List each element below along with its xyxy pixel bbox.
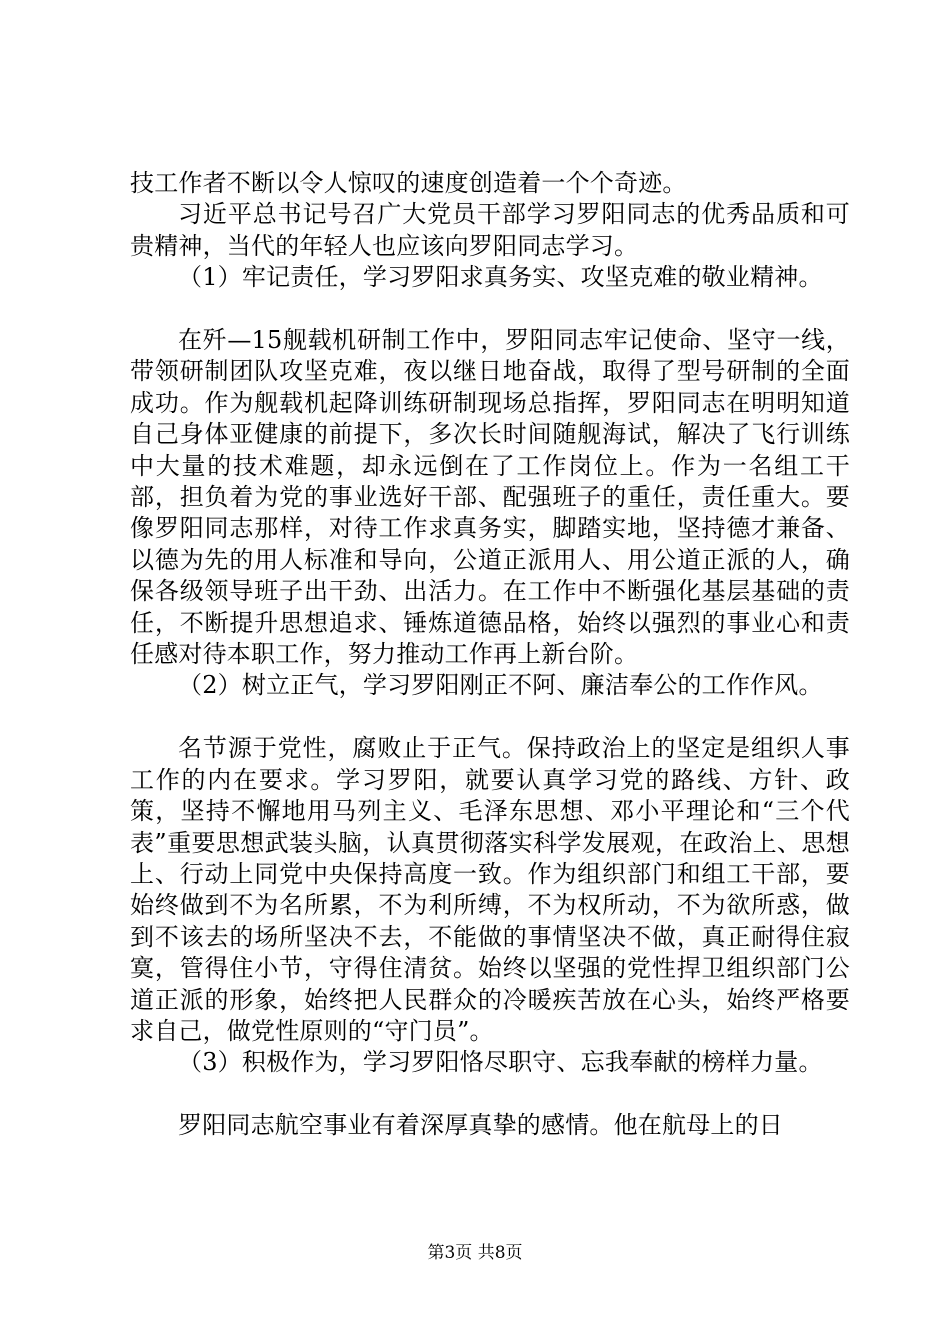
paragraph-call-to-learn: 习近平总书记号召广大党员干部学习罗阳同志的优秀品质和可贵精神，当代的年轻人也应该向罗阳同志学习。 xyxy=(130,200,850,260)
section-heading-3: （3）积极作为，学习罗阳恪尽职守、忘我奉献的榜样力量。 xyxy=(178,1048,823,1077)
section-heading-1: （1）牢记责任，学习罗阳求真务实、攻坚克难的敬业精神。 xyxy=(178,263,823,292)
body-text xyxy=(130,168,850,1142)
page-number-footer: 第3页 共8页 xyxy=(427,1243,523,1263)
paragraph-section-3: 罗阳同志航空事业有着深厚真挚的感情。他在航母上的日 xyxy=(178,1111,783,1140)
paragraph-section-2: 名节源于党性，腐败止于正气。保持政治上的坚定是组织人事工作的内在要求。学习罗阳，就要认真学习党的路线、方针、政策，坚持不懈地用马列主义、毛泽东思想、邓小平理论和“三个代表”重要思想武装头脑，认真贯彻落实科学发展观，在政治上、思想上、行动上同党中央保持高度一致。作为组织部门和组工干部，要始终做到不为名所累，不为利所缚，不为权所动，不为欲所惑，做到不该去的场所坚决不去，不能做的事情坚决不做，真正耐得住寂寞，管得住小节，守得住清贫。始终以坚强的党性捍卫组织部门公道正派的形象，始终把人民群众的冷暖疾苦放在心头，始终严格要求自己，做党性原则的“守门员”。 xyxy=(130,734,850,1045)
paragraph-continuation: 技工作者不断以令人惊叹的速度创造着一个个奇迹。 xyxy=(130,169,687,197)
section-heading-2: （2）树立正气，学习罗阳刚正不阿、廉洁奉公的工作作风。 xyxy=(178,671,823,700)
paragraph-section-1: 在歼—15舰载机研制工作中，罗阳同志牢记使命、坚守一线，带领研制团队攻坚克难，夜以继日地奋战，取得了型号研制的全面成功。作为舰载机起降训练研制现场总指挥，罗阳同志在明明知道自己身体亚健康的前提下，多次长时间随舰海试，解决了飞行训练中大量的技术难题，却永远倒在了工作岗位上。作为一名组工干部，担负着为党的事业选好干部、配强班子的重任，责任重大。要像罗阳同志那样，对待工作求真务实，脚踏实地，坚持德才兼备、以德为先的用人标准和导向，公道正派用人、用公道正派的人，确保各级领导班子出干劲、出活力。在工作中不断强化基层基础的责任，不断提升思想追求、锤炼道德品格，始终以强烈的事业心和责任感对待本职工作，努力推动工作再上新台阶。 xyxy=(130,326,850,669)
